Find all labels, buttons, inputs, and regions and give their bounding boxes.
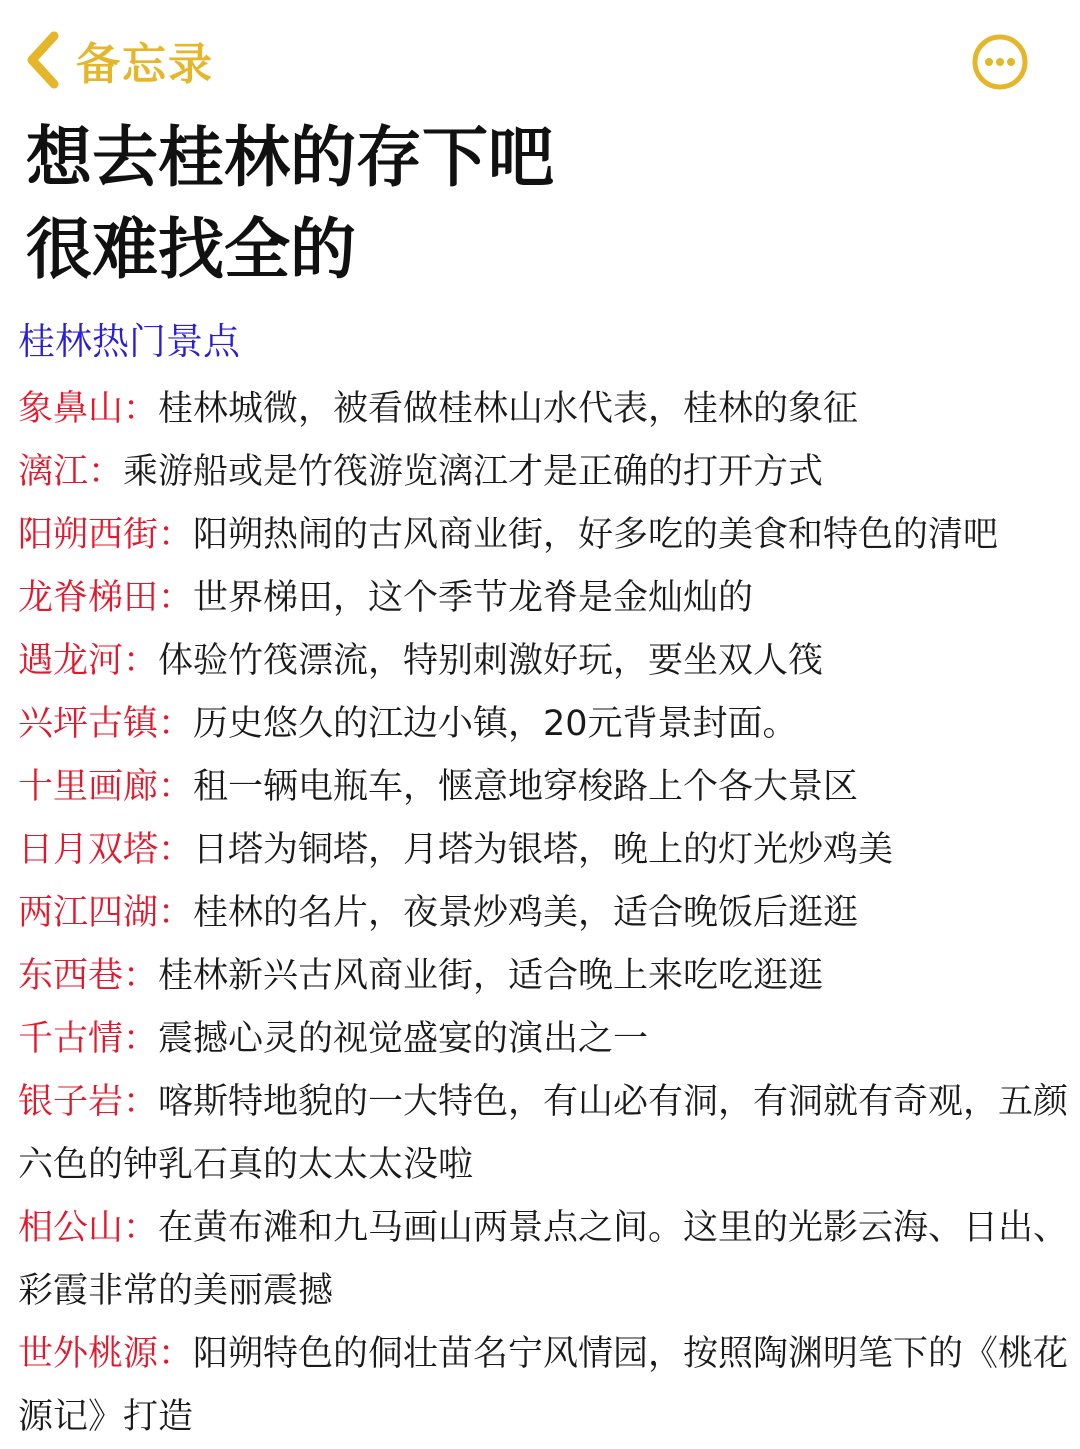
attraction-name: 十里画廊： <box>18 767 194 807</box>
attraction-name: 相公山： <box>18 1208 159 1248</box>
list-item <box>18 756 1076 819</box>
list-item <box>18 441 1076 504</box>
attraction-name: 两江四湖： <box>18 893 194 933</box>
list-item <box>18 1197 1076 1323</box>
back-button[interactable] <box>22 28 214 92</box>
list-item <box>18 504 1076 567</box>
list-item <box>18 693 1076 756</box>
attraction-description: 在黄布滩和九马画山两景点之间。这里的光影云海、日出、彩霞非常的美丽震撼 <box>18 1208 1069 1311</box>
attraction-name: 漓江： <box>18 452 124 492</box>
attraction-name: 阳朔西街： <box>18 515 194 555</box>
list-item <box>18 567 1076 630</box>
attraction-description: 日塔为铜塔，月塔为银塔，晚上的灯光炒鸡美 <box>193 830 894 870</box>
back-label: 备忘录 <box>76 39 214 90</box>
attraction-name: 世外桃源： <box>18 1334 194 1374</box>
attraction-description: 阳朔热闹的古风商业街，好多吃的美食和特色的清吧 <box>193 515 999 555</box>
attraction-list <box>18 378 1076 1449</box>
attraction-description: 桂林新兴古风商业街，适合晚上来吃吃逛逛 <box>158 956 824 996</box>
attraction-name: 龙脊梯田： <box>18 578 194 618</box>
chevron-left-icon <box>22 30 62 90</box>
attraction-name: 银子岩： <box>18 1082 159 1122</box>
attraction-name: 千古情： <box>18 1019 159 1059</box>
ellipsis-circle-icon <box>970 32 1030 92</box>
list-item <box>18 1323 1076 1449</box>
note-title <box>26 112 1056 296</box>
attraction-description: 体验竹筏漂流，特别刺激好玩，要坐双人筏 <box>158 641 824 681</box>
attraction-description: 乘游船或是竹筏游览漓江才是正确的打开方式 <box>123 452 824 492</box>
attraction-description: 世界梯田，这个季节龙脊是金灿灿的 <box>193 578 754 618</box>
attraction-name: 日月双塔： <box>18 830 194 870</box>
attraction-name: 兴坪古镇： <box>18 704 194 744</box>
attraction-name: 遇龙河： <box>18 641 159 681</box>
list-item <box>18 1071 1076 1197</box>
attraction-description: 租一辆电瓶车，惬意地穿梭路上个各大景区 <box>193 767 859 807</box>
attraction-description: 桂林城微，被看做桂林山水代表，桂林的象征 <box>158 389 859 429</box>
note-title-line-2: 很难找全的 <box>26 211 356 288</box>
list-item <box>18 630 1076 693</box>
attraction-description: 喀斯特地貌的一大特色，有山必有洞，有洞就有奇观，五颜六色的钟乳石真的太太太没啦 <box>18 1082 1069 1185</box>
list-item <box>18 945 1076 1008</box>
attraction-description: 震撼心灵的视觉盛宴的演出之一 <box>158 1019 649 1059</box>
navigation-bar <box>0 0 1080 110</box>
attraction-description: 阳朔特色的侗壮苗名宁风情园，按照陶渊明笔下的《桃花源记》打造 <box>18 1334 1069 1437</box>
list-item <box>18 882 1076 945</box>
note-title-line-1: 想去桂林的存下吧 <box>26 119 554 196</box>
attraction-description: 桂林的名片，夜景炒鸡美，适合晚饭后逛逛 <box>193 893 859 933</box>
list-item <box>18 378 1076 441</box>
list-item <box>18 819 1076 882</box>
more-options-button[interactable] <box>970 32 1030 92</box>
section-heading: 桂林热门景点 <box>18 320 240 363</box>
attraction-name: 东西巷： <box>18 956 159 996</box>
list-item <box>18 1008 1076 1071</box>
attraction-name: 象鼻山： <box>18 389 159 429</box>
attraction-description: 历史悠久的江边小镇，20元背景封面。 <box>193 704 798 744</box>
